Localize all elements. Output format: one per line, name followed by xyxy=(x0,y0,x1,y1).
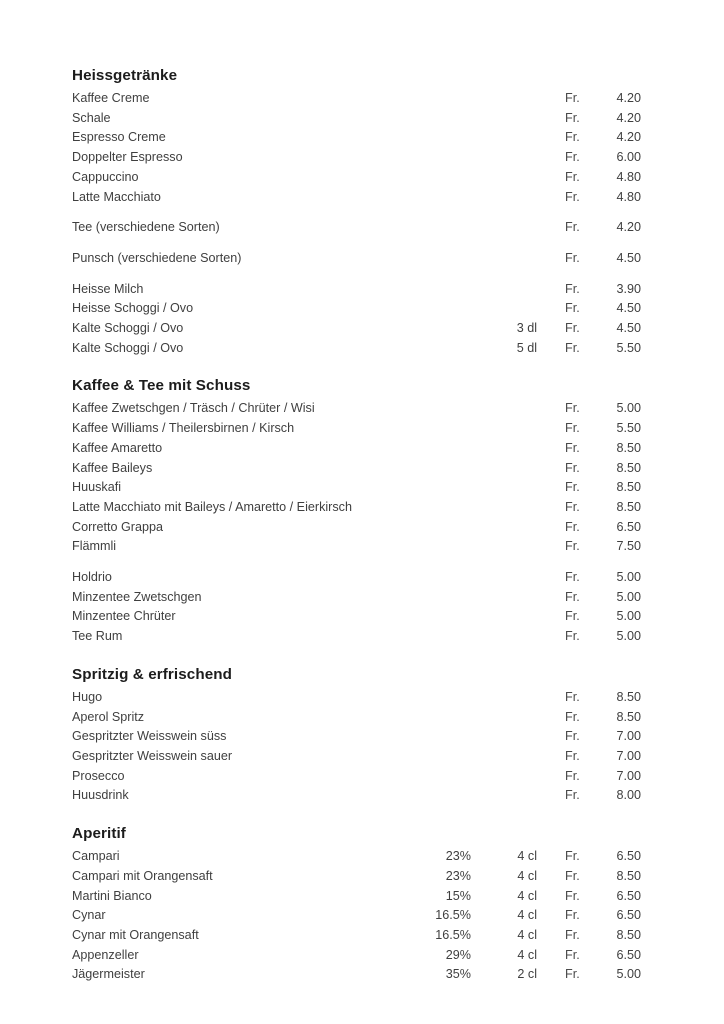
menu-item-row xyxy=(72,168,641,188)
menu-item-row xyxy=(72,965,641,985)
menu-item-group xyxy=(72,249,641,269)
menu-item-row xyxy=(72,926,641,946)
menu-item-row xyxy=(72,867,641,887)
item-name: Kaffee Zwetschgen / Träsch / Chrüter / Wisi xyxy=(72,401,315,416)
item-name: Cynar mit Orangensaft xyxy=(72,927,199,942)
item-name: Punsch (verschiedene Sorten) xyxy=(72,250,242,265)
menu-section xyxy=(72,824,641,985)
item-price: 6.50 xyxy=(616,519,641,534)
menu-item-row xyxy=(72,128,641,148)
menu-item-row xyxy=(72,568,641,588)
item-alcohol-strength: 29% xyxy=(445,947,471,962)
item-name: Minzentee Chrüter xyxy=(72,609,176,624)
item-alcohol-strength: 35% xyxy=(445,967,471,982)
item-serving-size: 4 cl xyxy=(517,888,537,903)
menu-item-row xyxy=(72,518,641,538)
item-price: 6.50 xyxy=(616,888,641,903)
item-currency-label: Fr. xyxy=(565,421,580,436)
item-currency-label: Fr. xyxy=(565,169,580,184)
menu-item-row xyxy=(72,627,641,647)
item-price: 6.50 xyxy=(616,849,641,864)
menu-item-row xyxy=(72,727,641,747)
item-price: 4.50 xyxy=(616,250,641,265)
item-price: 7.50 xyxy=(616,539,641,554)
item-currency-label: Fr. xyxy=(565,539,580,554)
item-price: 4.80 xyxy=(616,169,641,184)
item-price: 8.00 xyxy=(616,788,641,803)
item-price: 6.00 xyxy=(616,150,641,165)
item-name: Kalte Schoggi / Ovo xyxy=(72,321,184,336)
item-name: Appenzeller xyxy=(72,947,139,962)
menu-item-row xyxy=(72,498,641,518)
item-currency-label: Fr. xyxy=(565,250,580,265)
item-price: 5.00 xyxy=(616,401,641,416)
item-name: Cynar xyxy=(72,908,106,923)
item-currency-label: Fr. xyxy=(565,110,580,125)
menu-item-group xyxy=(72,688,641,806)
item-alcohol-strength: 16.5% xyxy=(435,908,471,923)
item-currency-label: Fr. xyxy=(565,849,580,864)
item-currency-label: Fr. xyxy=(565,768,580,783)
item-price: 4.20 xyxy=(616,110,641,125)
menu-item-row xyxy=(72,607,641,627)
item-serving-size: 4 cl xyxy=(517,868,537,883)
item-price: 4.80 xyxy=(616,189,641,204)
item-name: Aperol Spritz xyxy=(72,709,145,724)
item-name: Kaffee Creme xyxy=(72,91,150,105)
item-name: Tee (verschiedene Sorten) xyxy=(72,220,220,235)
item-name: Huusdrink xyxy=(72,788,129,803)
item-price: 8.50 xyxy=(616,709,641,724)
item-price: 4.20 xyxy=(616,91,641,105)
menu-item-row xyxy=(72,249,641,269)
item-currency-label: Fr. xyxy=(565,301,580,316)
item-currency-label: Fr. xyxy=(565,321,580,336)
menu-item-row xyxy=(72,148,641,168)
menu-item-row xyxy=(72,688,641,708)
item-name: Kaffee Amaretto xyxy=(72,440,163,455)
menu-item-row xyxy=(72,399,641,419)
item-price: 8.50 xyxy=(616,499,641,514)
item-serving-size: 5 dl xyxy=(516,340,537,355)
item-name: Flämmli xyxy=(72,539,117,554)
item-serving-size: 4 cl xyxy=(517,849,537,864)
item-currency-label: Fr. xyxy=(565,729,580,744)
item-name: Holdrio xyxy=(72,570,112,585)
item-currency-label: Fr. xyxy=(565,888,580,903)
item-currency-label: Fr. xyxy=(565,967,580,982)
item-price: 6.50 xyxy=(616,908,641,923)
item-name: Prosecco xyxy=(72,768,125,783)
item-currency-label: Fr. xyxy=(565,220,580,235)
menu-item-row xyxy=(72,280,641,300)
item-currency-label: Fr. xyxy=(565,519,580,534)
menu-item-row xyxy=(72,887,641,907)
menu-content xyxy=(72,66,641,985)
item-currency-label: Fr. xyxy=(565,788,580,803)
item-currency-label: Fr. xyxy=(565,150,580,165)
item-currency-label: Fr. xyxy=(565,868,580,883)
item-name: Campari xyxy=(72,849,120,864)
item-name: Schale xyxy=(72,110,111,125)
menu-item-row xyxy=(72,747,641,767)
item-price: 5.00 xyxy=(616,570,641,585)
menu-item-group xyxy=(72,399,641,557)
item-alcohol-strength: 23% xyxy=(445,868,471,883)
item-price: 5.00 xyxy=(616,967,641,982)
item-price: 4.50 xyxy=(616,321,641,336)
item-price: 4.20 xyxy=(616,130,641,145)
item-price: 8.50 xyxy=(616,927,641,942)
menu-item-row xyxy=(72,218,641,238)
item-currency-label: Fr. xyxy=(565,480,580,495)
item-price: 8.50 xyxy=(616,689,641,704)
item-alcohol-strength: 23% xyxy=(445,849,471,864)
item-name: Hugo xyxy=(72,689,103,704)
menu-item-group xyxy=(72,89,641,207)
item-currency-label: Fr. xyxy=(565,281,580,296)
item-name: Minzentee Zwetschgen xyxy=(72,589,202,604)
item-currency-label: Fr. xyxy=(565,927,580,942)
item-price: 4.50 xyxy=(616,301,641,316)
item-name: Kaffee Williams / Theilersbirnen / Kirsch xyxy=(72,421,295,436)
item-currency-label: Fr. xyxy=(565,908,580,923)
menu-item-row xyxy=(72,419,641,439)
menu-item-row xyxy=(72,946,641,966)
menu-item-row xyxy=(72,459,641,479)
item-name: Cappuccino xyxy=(72,169,139,184)
item-name: Martini Bianco xyxy=(72,888,152,903)
item-price: 5.00 xyxy=(616,629,641,644)
item-currency-label: Fr. xyxy=(565,130,580,145)
item-price: 3.90 xyxy=(616,281,641,296)
item-name: Kaffee Baileys xyxy=(72,460,153,475)
item-name: Latte Macchiato xyxy=(72,189,161,204)
item-alcohol-strength: 15% xyxy=(445,888,471,903)
item-name: Campari mit Orangensaft xyxy=(72,868,213,883)
item-price: 5.00 xyxy=(616,609,641,624)
item-price: 4.20 xyxy=(616,220,641,235)
item-price: 5.50 xyxy=(616,340,641,355)
item-currency-label: Fr. xyxy=(565,460,580,475)
menu-item-row xyxy=(72,109,641,129)
item-name: Jägermeister xyxy=(72,967,145,982)
item-currency-label: Fr. xyxy=(565,499,580,514)
menu-item-row xyxy=(72,319,641,339)
section-title: Spritzig & erfrischend xyxy=(72,665,233,683)
menu-section xyxy=(72,376,641,646)
menu-item-row xyxy=(72,188,641,208)
menu-item-row xyxy=(72,478,641,498)
item-price: 8.50 xyxy=(616,868,641,883)
menu-item-row xyxy=(72,906,641,926)
menu-item-row xyxy=(72,786,641,806)
item-price: 7.00 xyxy=(616,768,641,783)
item-name: Espresso Creme xyxy=(72,130,166,145)
item-currency-label: Fr. xyxy=(565,609,580,624)
item-name: Kalte Schoggi / Ovo xyxy=(72,340,184,355)
item-currency-label: Fr. xyxy=(565,709,580,724)
item-currency-label: Fr. xyxy=(565,570,580,585)
item-name: Gespritzter Weisswein süss xyxy=(72,729,227,744)
item-currency-label: Fr. xyxy=(565,689,580,704)
item-serving-size: 2 cl xyxy=(517,967,537,982)
item-currency-label: Fr. xyxy=(565,589,580,604)
item-price: 5.00 xyxy=(616,589,641,604)
item-name: Gespritzter Weisswein sauer xyxy=(72,748,233,763)
item-name: Doppelter Espresso xyxy=(72,150,183,165)
item-currency-label: Fr. xyxy=(565,91,580,105)
item-name: Tee Rum xyxy=(72,629,123,644)
item-name: Heisse Milch xyxy=(72,281,144,296)
item-serving-size: 4 cl xyxy=(517,927,537,942)
section-title: Heissgetränke xyxy=(72,67,178,84)
item-serving-size: 4 cl xyxy=(517,908,537,923)
item-name: Heisse Schoggi / Ovo xyxy=(72,301,194,316)
section-title: Aperitif xyxy=(72,825,126,843)
menu-item-row xyxy=(72,339,641,359)
item-currency-label: Fr. xyxy=(565,748,580,763)
item-serving-size: 4 cl xyxy=(517,947,537,962)
item-serving-size: 3 dl xyxy=(516,321,537,336)
item-price: 7.00 xyxy=(616,729,641,744)
item-currency-label: Fr. xyxy=(565,947,580,962)
menu-item-row xyxy=(72,299,641,319)
item-name: Latte Macchiato mit Baileys / Amaretto / Eierkirsch xyxy=(72,499,352,514)
item-price: 7.00 xyxy=(616,748,641,763)
menu-item-group xyxy=(72,847,641,985)
item-name: Huuskafi xyxy=(72,480,121,495)
item-price: 5.50 xyxy=(616,421,641,436)
menu-item-group xyxy=(72,218,641,238)
item-name: Corretto Grappa xyxy=(72,519,163,534)
menu-item-row xyxy=(72,439,641,459)
menu-item-row xyxy=(72,708,641,728)
item-price: 8.50 xyxy=(616,480,641,495)
item-currency-label: Fr. xyxy=(565,340,580,355)
section-title: Kaffee & Tee mit Schuss xyxy=(72,377,251,395)
item-alcohol-strength: 16.5% xyxy=(435,927,471,942)
menu-section xyxy=(72,66,641,358)
item-price: 8.50 xyxy=(616,440,641,455)
menu-item-group xyxy=(72,280,641,359)
menu-item-group xyxy=(72,568,641,647)
item-currency-label: Fr. xyxy=(565,629,580,644)
menu-item-row xyxy=(72,588,641,608)
item-price: 6.50 xyxy=(616,947,641,962)
item-currency-label: Fr. xyxy=(565,189,580,204)
item-price: 8.50 xyxy=(616,460,641,475)
menu-item-row xyxy=(72,537,641,557)
menu-item-row xyxy=(72,847,641,867)
item-currency-label: Fr. xyxy=(565,440,580,455)
item-currency-label: Fr. xyxy=(565,401,580,416)
menu-section xyxy=(72,665,641,806)
menu-item-row xyxy=(72,767,641,787)
menu-item-row xyxy=(72,89,641,109)
